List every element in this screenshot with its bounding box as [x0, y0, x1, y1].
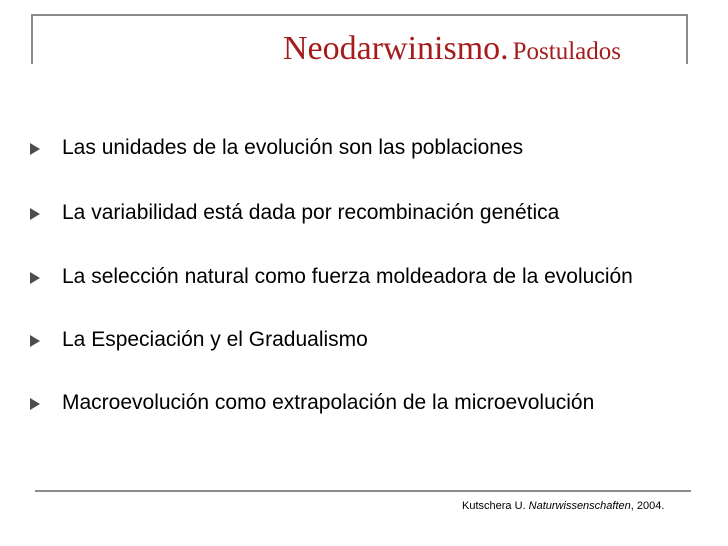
bullet-item [24, 264, 682, 289]
bullet-text: Macroevolución como extrapolación de la microevolución [62, 391, 595, 414]
triangle-bullet-icon [30, 335, 40, 347]
bullet-item [24, 327, 714, 352]
frame-bottom-line [35, 490, 691, 492]
title-main: Neodarwinismo. [282, 30, 509, 67]
bullet-item [24, 135, 714, 160]
bullet-item [24, 390, 714, 415]
bullet-text: La variabilidad está dada por recombinación genética [62, 201, 560, 224]
triangle-bullet-icon [30, 398, 40, 410]
bullet-list [24, 127, 714, 415]
bullet-text: La selección natural como fuerza moldeadora de la evolución [62, 265, 633, 288]
bullet-item [24, 200, 714, 225]
triangle-bullet-icon [30, 208, 40, 220]
citation-journal: Naturwissenschaften [528, 500, 631, 512]
title-sub: Postulados [512, 38, 622, 65]
bullet-text: Las unidades de la evolución son las poblaciones [62, 136, 524, 159]
citation-author: Kutschera U. [462, 500, 526, 512]
citation-year: , 2004. [630, 500, 665, 512]
citation [462, 500, 664, 512]
triangle-bullet-icon [30, 272, 40, 284]
frame-top-line [31, 14, 688, 16]
slide-title [0, 30, 728, 68]
bullet-text: La Especiación y el Gradualismo [62, 328, 368, 351]
triangle-bullet-icon [30, 143, 40, 155]
